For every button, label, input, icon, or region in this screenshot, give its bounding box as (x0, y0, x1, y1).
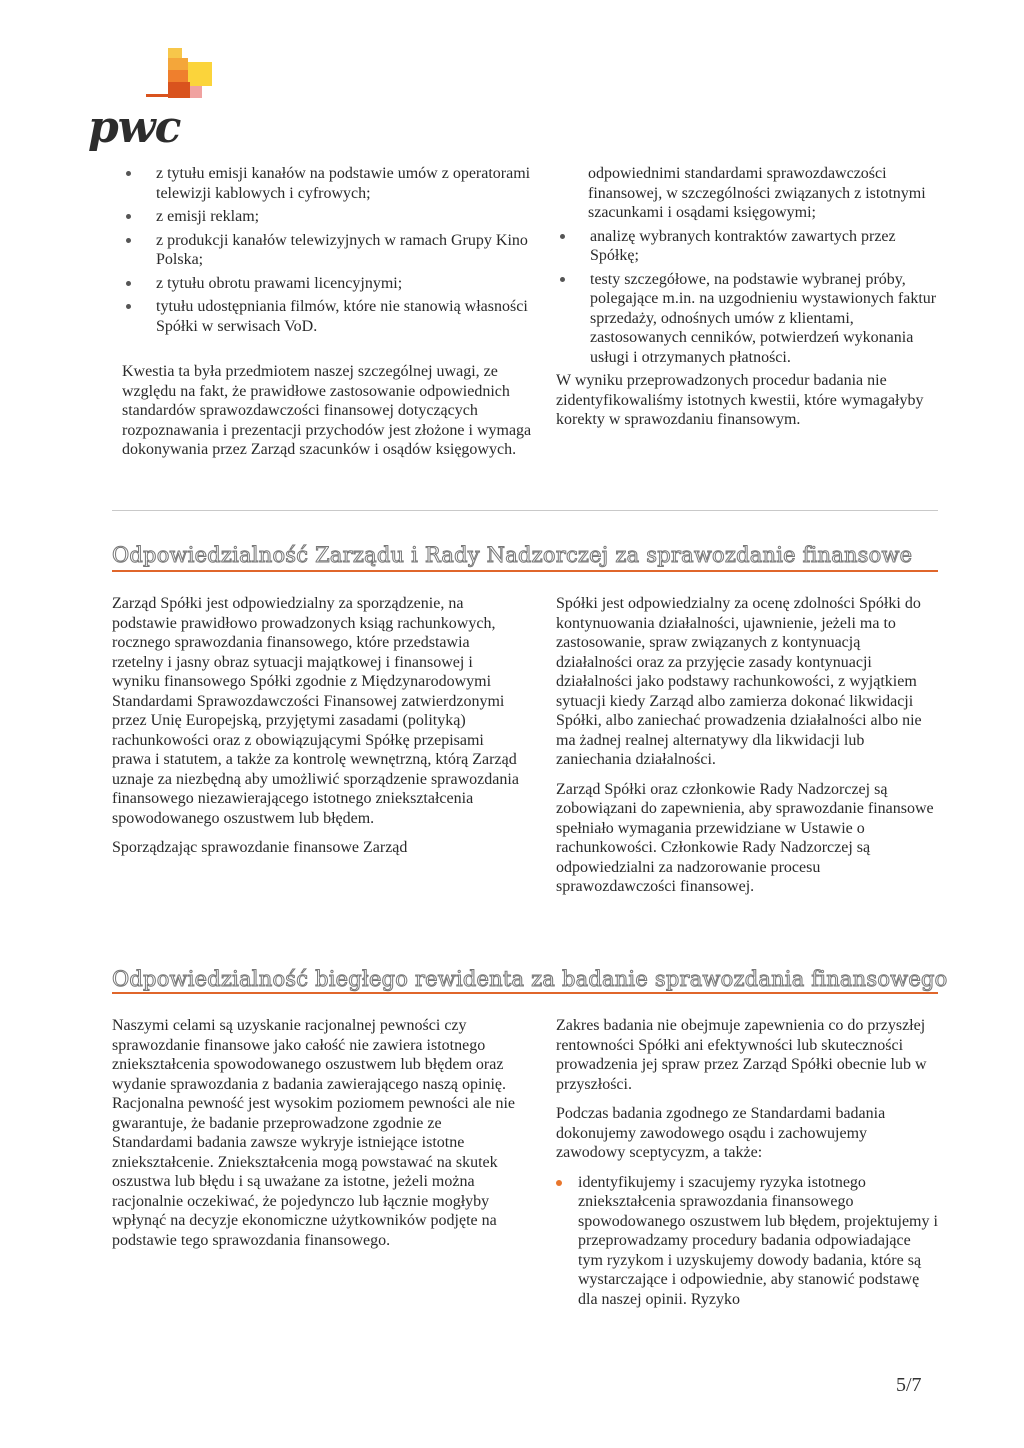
logo-color-blocks (146, 48, 216, 104)
page-number: 5/7 (896, 1374, 922, 1396)
list-item: analizę wybranych kontraktów zawartych przez Spółkę; (556, 227, 938, 266)
paragraph: Zakres badania nie obejmuje zapewnienia co do przyszłej rentowności Spółki ani efektywności lub skuteczności prowadzenia jej spraw przez Zarząd Spółki obecnie lub w przyszłości. (556, 1017, 927, 1093)
paragraph: Spółki jest odpowiedzialny za ocenę zdolności Spółki do kontynuowania działalności, ujawnienie, jeżeli ma to zastosowanie, spraw związanych z kontynuacją działalności oraz za przyjęcie zasady kontynuacji działalności jako podstawy rachunkowości, z wyjątkiem sytuacji kiedy Zarząd albo zamierza dokonać likwidacji Spółki, albo zaniechać prowadzenia działalności albo nie ma żadnej realnej alternatywy dla likwidacji lub zaniechania działalności. (556, 595, 922, 768)
revenue-sources-list (122, 164, 532, 336)
list-item: identyfikujemy i szacujemy ryzyka istotnego zniekształcenia sprawozdania finansowego spowodowanego oszustwem lub błędem, projektujemy i przeprowadzamy procedury badania odpowiadające tym ryzykom i uzyskujemy dowody badania, które są wystarczające i odpowiednie, aby stanowić podstawę dla naszej opinii. Ryzyko (556, 1173, 938, 1310)
procedures-list (556, 227, 938, 368)
section-rule (112, 570, 938, 572)
section2-left-column (112, 1016, 522, 1260)
pwc-logo (88, 48, 228, 158)
section-title-auditor-responsibility: Odpowiedzialność biegłego rewidenta za badanie sprawozdania finansowego (112, 967, 948, 991)
list-item: z tytułu emisji kanałów na podstawie umów z operatorami telewizji kablowych i cyfrowych; (122, 164, 532, 203)
paragraph: Zarząd Spółki oraz członkowie Rady Nadzorczej są zobowiązani do zapewnienia, aby sprawozdanie finansowe spełniało wymagania przewidziane w Ustawie o rachunkowości. Członkowie Rady Nadzorczej są odpowiedzialni za nadzorowanie procesu sprawozdawczości finansowej. (556, 780, 934, 895)
bullet-icon (560, 234, 565, 239)
section2-right-column (556, 1016, 938, 1313)
continuation-text: odpowiednimi standardami sprawozdawczości finansowej, w szczególności związanych z istotnymi szacunkami i osądami księgowymi; (588, 165, 926, 221)
logo-wordmark: pwc (88, 102, 181, 153)
bullet-icon (126, 281, 131, 286)
bullet-icon (556, 1180, 562, 1186)
bullet-icon (126, 171, 131, 176)
bullet-icon (126, 214, 131, 219)
divider (112, 510, 938, 511)
list-item: z emisji reklam; (122, 207, 532, 227)
top-right-column (556, 164, 938, 440)
top-left-column (122, 164, 532, 470)
paragraph: Zarząd Spółki jest odpowiedzialny za sporządzenie, na podstawie prawidłowo prowadzonych ksiąg rachunkowych, rocznego sprawozdania finansowego, które przedstawia rzetelny i jasny obraz sytuacji majątkowej i finansowej i wyniku finansowego Spółki zgodnie z Międzynarodowymi Standardami Sprawozdawczości Finansowej zatwierdzonymi przez Unię Europejską, przyjętymi zasadami (polityką) rachunkowości oraz z obowiązującymi Spółkę przepisami prawa i statutem, a także za kontrolę wewnętrzną, którą Zarząd uznaje za niezbędną aby umożliwić sporządzenie sprawozdania finansowego niezawierającego istotnego zniekształcenia spowodowanego oszustwem lub błędem. (112, 595, 519, 827)
bullet-icon (126, 238, 131, 243)
procedures-result-paragraph: W wyniku przeprowadzonych procedur badania nie zidentyfikowaliśmy istotnych kwestii, które wymagałyby korekty w sprawozdaniu finansowym. (556, 372, 924, 428)
section1-right-column (556, 594, 938, 907)
list-item: z produkcji kanałów telewizyjnych w ramach Grupy Kino Polska; (122, 231, 532, 270)
section1-left-column (112, 594, 522, 868)
section-title-management-responsibility: Odpowiedzialność Zarządu i Rady Nadzorczej za sprawozdanie finansowe (112, 543, 913, 567)
paragraph: Sporządzając sprawozdanie finansowe Zarząd (112, 839, 408, 856)
paragraph: Podczas badania zgodnego ze Standardami badania dokonujemy zawodowego osądu i zachowujemy zawodowy sceptycyzm, a także: (556, 1105, 886, 1161)
audit-actions-list (556, 1173, 938, 1310)
list-item: z tytułu obrotu prawami licencyjnymi; (122, 274, 532, 294)
list-item: tytułu udostępniania filmów, które nie stanowią własności Spółki w serwisach VoD. (122, 297, 532, 336)
bullet-icon (560, 277, 565, 282)
key-matter-paragraph: Kwestia ta była przedmiotem naszej szczególnej uwagi, ze względu na fakt, że prawidłowe zastosowanie odpowiednich standardów sprawozdawczości finansowej dotyczących rozpoznawania i prezentacji przychodów jest złożone i wymaga dokonywania przez Zarząd szacunków i osądów księgowych. (122, 363, 532, 458)
paragraph: Naszymi celami są uzyskanie racjonalnej pewności czy sprawozdanie finansowe jako całość nie zawiera istotnego zniekształcenia spowodowanego oszustwem lub błędem oraz wydanie sprawozdania z badania zawierającego naszą opinię. Racjonalna pewność jest wysokim poziomem pewności ale nie gwarantuje, że badanie przeprowadzone zgodnie ze Standardami badania zawsze wykryje istniejące istotne zniekształcenie. Zniekształcenia mogą powstawać na skutek oszustwa lub błędu i są uważane za istotne, jeżeli można racjonalnie oczekiwać, że pojedynczo lub łącznie mogłyby wpłynąć na decyzje ekonomiczne użytkowników podjęte na podstawie tego sprawozdania finansowego. (112, 1017, 516, 1249)
list-item: testy szczegółowe, na podstawie wybranej próby, polegające m.in. na uzgodnieniu wystawionych faktur sprzedaży, odnośnych umów z klientami, zastosowanych cenników, potwierdzeń wykonania usługi i otrzymanych płatności. (556, 270, 938, 368)
section-rule (112, 992, 938, 994)
bullet-icon (126, 304, 131, 309)
